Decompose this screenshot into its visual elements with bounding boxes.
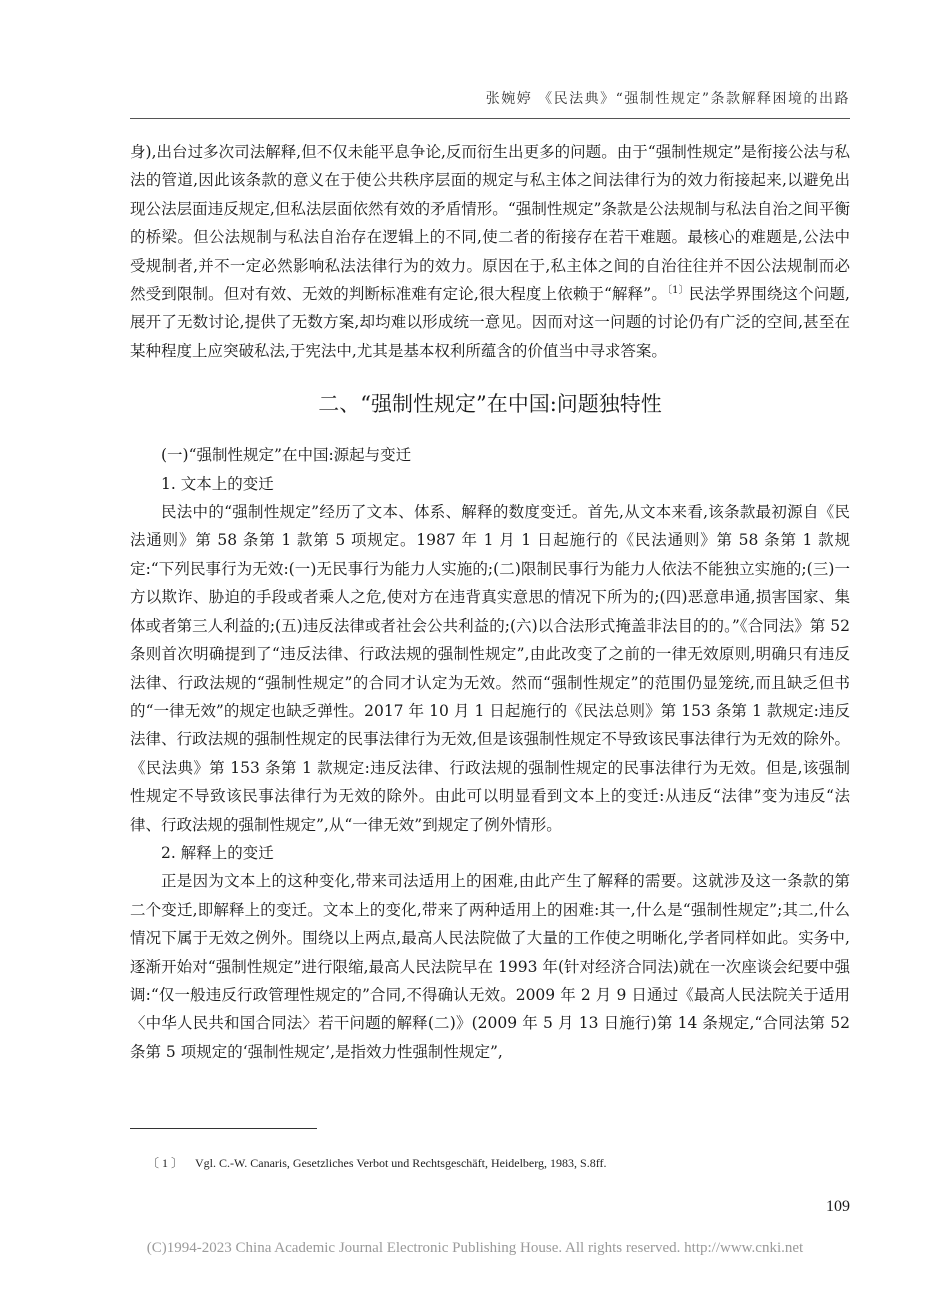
footnote	[147, 1154, 607, 1171]
part1-paragraph: 民法中的“强制性规定”经历了文本、体系、解释的数度变迁。首先,从文本来看,该条款最初源自《民法通则》第 58 条第 1 款第 5 项规定。1987 年 1 月 1 日起施行的《民法通则》第 58 条第 1 款规定:“下列民事行为无效:(一)无民事行为能力人实施的;(二)限制民事行为能力人依法不能独立实施的;(三)一方以欺诈、胁迫的手段或者乘人之危,使对方在违背真实意思的情况下所为的;(四)恶意串通,损害国家、集体或者第三人利益的;(五)违反法律或者社会公共利益的;(六)以合法形式掩盖非法目的的。”《合同法》第 52 条则首次明确提到了“违反法律、行政法规的强制性规定”,由此改变了之前的一律无效原则,明确只有违反法律、行政法规的“强制性规定”的合同才认定为无效。然而“强制性规定”的范围仍显笼统,而且缺乏但书的“一律无效”的规定也缺乏弹性。2017 年 10 月 1 日起施行的《民法总则》第 153 条第 1 款规定:违反法律、行政法规的强制性规定的民事法律行为无效,但是该强制性规定不导致该民事法律行为无效的除外。《民法典》第 153 条第 1 款规定:违反法律、行政法规的强制性规定的民事法律行为无效。但是,该强制性规定不导致该民事法律行为无效的除外。由此可以明显看到文本上的变迁:从违反“法律”变为违反“法律、行政法规的强制性规定”,从“一律无效”到规定了例外情形。	[130, 503, 850, 834]
running-header: 张婉婷 《民法典》“强制性规定”条款解释困境的出路	[485, 91, 850, 107]
intro-text-part1: 身),出台过多次司法解释,但不仅未能平息争论,反而衍生出更多的问题。由于“强制性规定”是衔接公法与私法的管道,因此该条款的意义在于使公共秩序层面的规定与私主体之间法律行为的效力衔接起来,以避免出现公法层面违反规定,但私法层面依然有效的矛盾情形。“强制性规定”条款是公法规制与私法自治之间平衡的桥梁。但公法规制与私法自治存在逻辑上的不同,使二者的衔接存在若干难题。最核心的难题是,公法中受规制者,并不一定必然影响私法法律行为的效力。原因在于,私主体之间的自治往往并不因公法规制而必然受到限制。但对有效、无效的判断标准难有定论,很大程度上依赖于“解释”。	[130, 143, 850, 304]
part2-heading: 2. 解释上的变迁	[161, 843, 274, 862]
footnote-mark: 〔 1 〕	[147, 1156, 184, 1170]
section-title: 二、“强制性规定”在中国:问题独特性	[318, 392, 662, 417]
footnote-reference[interactable]: 〔1〕	[666, 284, 689, 296]
article-body	[130, 138, 850, 1066]
intro-text-part2: 民法学界围绕这个问题,展开了无数讨论,提供了无数方案,却均难以形成统一意见。因而对这一问题的讨论仍有广泛的空间,甚至在某种程度上应突破私法,于宪法中,尤其是基本权利所蕴含的价值当中寻求答案。	[130, 285, 850, 360]
subsection-title: (一)“强制性规定”在中国:源起与变迁	[161, 446, 412, 465]
part1-heading: 1. 文本上的变迁	[161, 474, 274, 493]
header-divider	[130, 118, 850, 119]
page-number: 109	[826, 1198, 850, 1215]
footnote-divider	[130, 1128, 317, 1129]
intro-paragraph	[130, 138, 850, 365]
part2-paragraph: 正是因为文本上的这种变化,带来司法适用上的困难,由此产生了解释的需要。这就涉及这一条款的第二个变迁,即解释上的变迁。文本上的变化,带来了两种适用上的困难:其一,什么是“强制性规定”;其二,什么情况下属于无效之例外。围绕以上两点,最高人民法院做了大量的工作使之明晰化,学者同样如此。实务中,逐渐开始对“强制性规定”进行限缩,最高人民法院早在 1993 年(针对经济合同法)就在一次座谈会纪要中强调:“仅一般违反行政管理性规定的”合同,不得确认无效。2009 年 2 月 9 日通过《最高人民法院关于适用〈中华人民共和国合同法〉若干问题的解释(二)》(2009 年 5 月 13 日施行)第 14 条规定,“合同法第 52 条第 5 项规定的‘强制性规定’,是指效力性强制性规定”,	[130, 872, 850, 1061]
footnote-text: Vgl. C.-W. Canaris, Gesetzliches Verbot und Rechtsgeschäft, Heidelberg, 1983, S.8ff.	[195, 1156, 607, 1170]
copyright-notice: (C)1994-2023 China Academic Journal Electronic Publishing House. All rights reserved. http://www.cnki.net	[146, 1240, 804, 1256]
